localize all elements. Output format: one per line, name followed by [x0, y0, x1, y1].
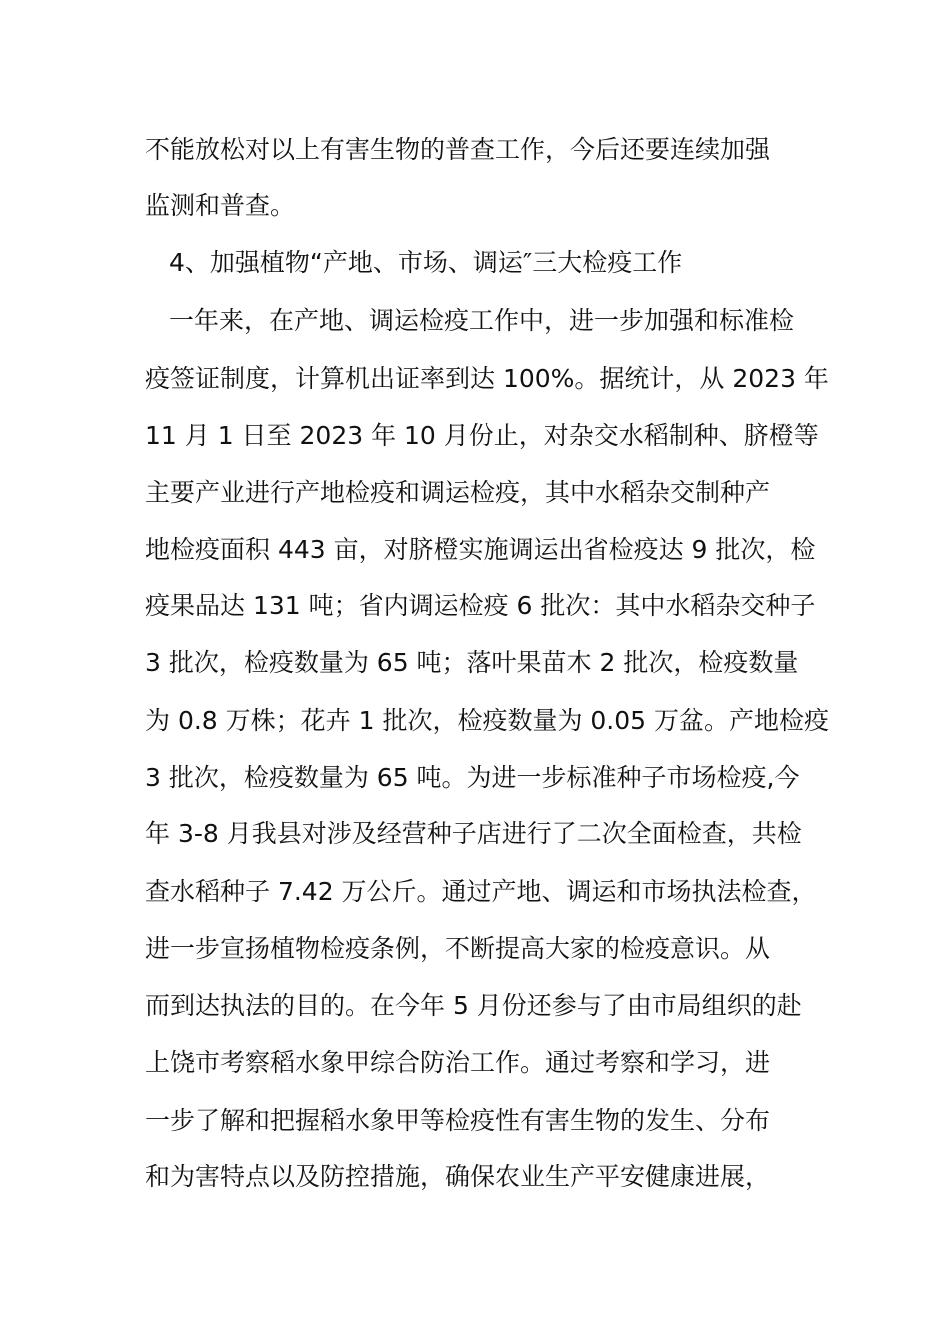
text-line: 上饶市考察稻水象甲综合防治工作。通过考察和学习，进 [145, 1048, 771, 1077]
text-line: 主要产业进行产地检疫和调运检疫，其中水稻杂交制种产 [145, 478, 771, 507]
text-line: 和为害特点以及防控措施，确保农业生产平安健康进展， [145, 1162, 771, 1191]
paragraph-first-line: 一年来，在产地、调运检疫工作中，进一步加强和标准检 [169, 306, 795, 335]
text-line: 地检疫面积 443 亩，对脐橙实施调运出省检疫达 9 批次，检 [145, 535, 816, 564]
text-line: 3 批次，检疫数量为 65 吨；落叶果苗木 2 批次，检疫数量 [145, 648, 799, 677]
text-line: 疫签证制度，计算机出证率到达 100%。据统计，从 2023 年 [145, 364, 829, 393]
section-heading: 4、加强植物“产地、市场、调运″三大检疫工作 [169, 248, 683, 277]
text-line: 查水稻种子 7.42 万公斤。通过产地、调运和市场执法检查， [145, 877, 817, 906]
text-line: 3 批次，检疫数量为 65 吨。为进一步标准种子市场检疫,今 [145, 763, 800, 792]
text-line: 11 月 1 日至 2023 年 10 月份止，对杂交水稻制种、脐橙等 [145, 421, 819, 450]
text-line: 而到达执法的目的。在今年 5 月份还参与了由市局组织的赴 [145, 991, 802, 1020]
text-line: 年 3-8 月我县对涉及经营种子店进行了二次全面检查，共检 [145, 819, 802, 848]
text-line: 进一步宣扬植物检疫条例，不断提高大家的检疫意识。从 [145, 934, 771, 963]
text-line: 不能放松对以上有害生物的普查工作，今后还要连续加强 [145, 135, 771, 164]
text-line: 为 0.8 万株；花卉 1 批次，检疫数量为 0.05 万盆。产地检疫 [145, 706, 830, 735]
text-line: 疫果品达 131 吨；省内调运检疫 6 批次：其中水稻杂交种子 [145, 591, 816, 620]
text-line: 监测和普查。 [145, 191, 296, 220]
text-line: 一步了解和把握稻水象甲等检疫性有害生物的发生、分布 [145, 1106, 771, 1135]
